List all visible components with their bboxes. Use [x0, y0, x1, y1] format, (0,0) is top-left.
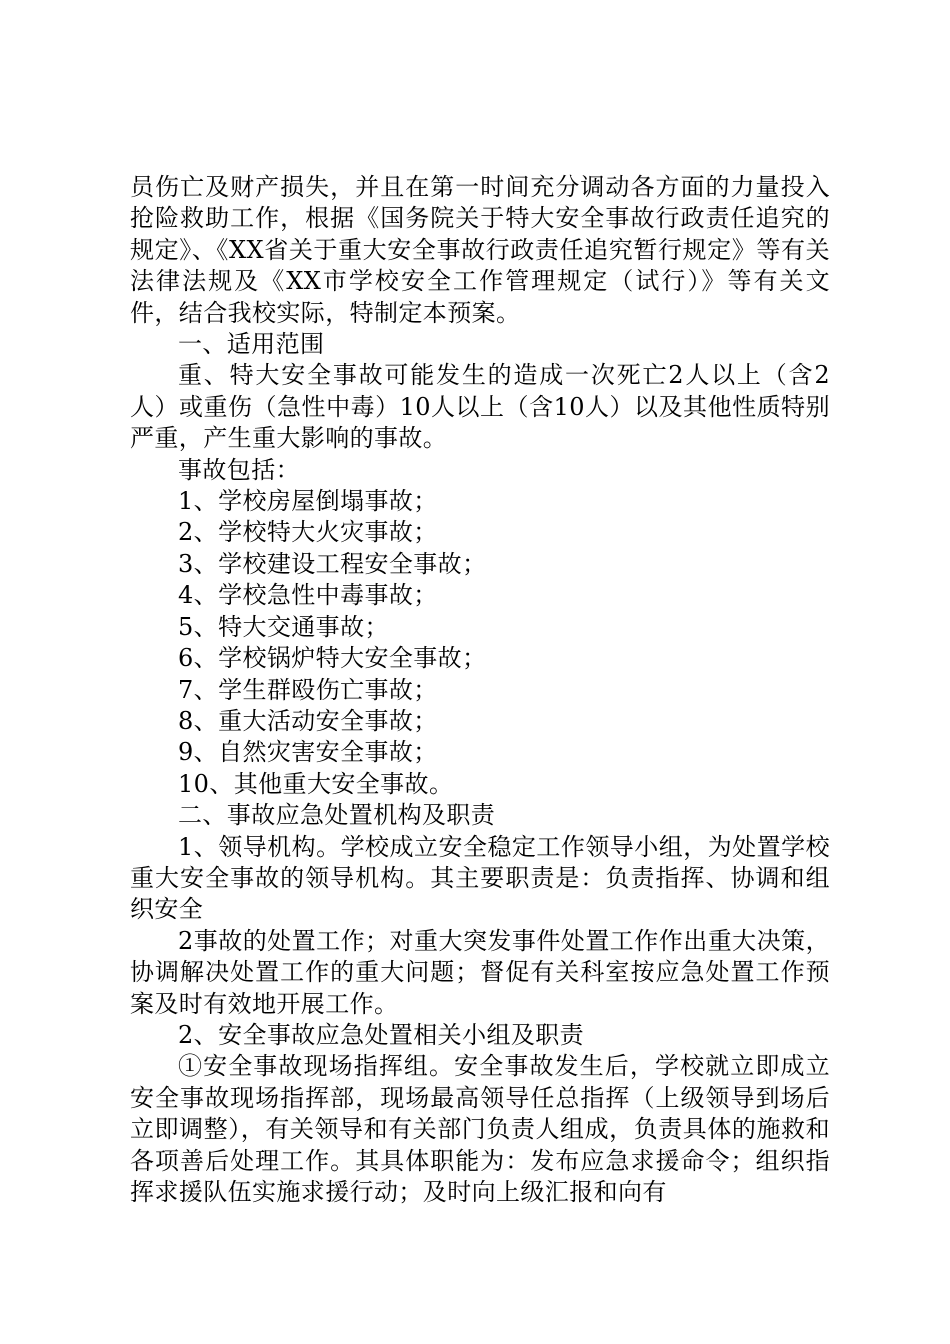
list-item-7: 7、学生群殴伤亡事故； [178, 675, 438, 704]
list-item-2: 2、学校特大火灾事故； [178, 518, 438, 547]
list-item-1: 1、学校房屋倒塌事故； [178, 487, 438, 516]
paragraph-onsite-command-group: ①安全事故现场指挥组。安全事故发生后，学校就立即成立安全事故现场指挥部，现场最高领导任总指挥（上级领导到场后立即调整），有关领导和有关部门负责人组成，负责具体的施救和各项善后处理工作。其具体职能为：发布应急求援命令；组织指挥求援队伍实施求援行动；及时向上级汇报和向有 [130, 1052, 830, 1206]
document-body [130, 172, 830, 1208]
paragraph-intro-continuation: 员伤亡及财产损失，并且在第一时间充分调动各方面的力量投入抢险救助工作，根据《国务院关于特大安全事故行政责任追究的规定》、《XX省关于重大安全事故行政责任追究暂行规定》等有关法律法规及《XX市学校安全工作管理规定（试行）》等有关文件，结合我校实际，特制定本预案。 [130, 173, 830, 327]
paragraph-leadership-body: 1、领导机构。学校成立安全稳定工作领导小组，为处置学校重大安全事故的领导机构。其主要职责是：负责指挥、协调和组织安全 [130, 832, 830, 924]
paragraph-leadership-duties: 2事故的处置工作；对重大突发事件处置工作作出重大决策，协调解决处置工作的重大问题；督促有关科室按应急处置工作预案及时有效地开展工作。 [130, 926, 830, 1018]
list-item-3: 3、学校建设工程安全事故； [178, 549, 487, 578]
list-item-9: 9、自然灾害安全事故； [178, 738, 438, 767]
list-item-5: 5、特大交通事故； [178, 612, 389, 641]
paragraph-accident-types-intro: 事故包括： [178, 455, 300, 484]
list-item-10: 10、其他重大安全事故。 [178, 769, 454, 798]
list-item-8: 8、重大活动安全事故； [178, 706, 438, 735]
list-item-6: 6、学校锅炉特大安全事故； [178, 644, 487, 673]
paragraph-scope-definition: 重、特大安全事故可能发生的造成一次死亡2人以上（含2人）或重伤（急性中毒）10人以上（含10人）以及其他性质特别严重，产生重大影响的事故。 [130, 361, 830, 453]
heading-emergency-organization: 二、事故应急处置机构及职责 [178, 801, 496, 830]
list-item-4: 4、学校急性中毒事故； [178, 581, 438, 610]
heading-related-groups: 2、安全事故应急处置相关小组及职责 [178, 1020, 585, 1049]
heading-scope: 一、适用范围 [178, 330, 325, 359]
